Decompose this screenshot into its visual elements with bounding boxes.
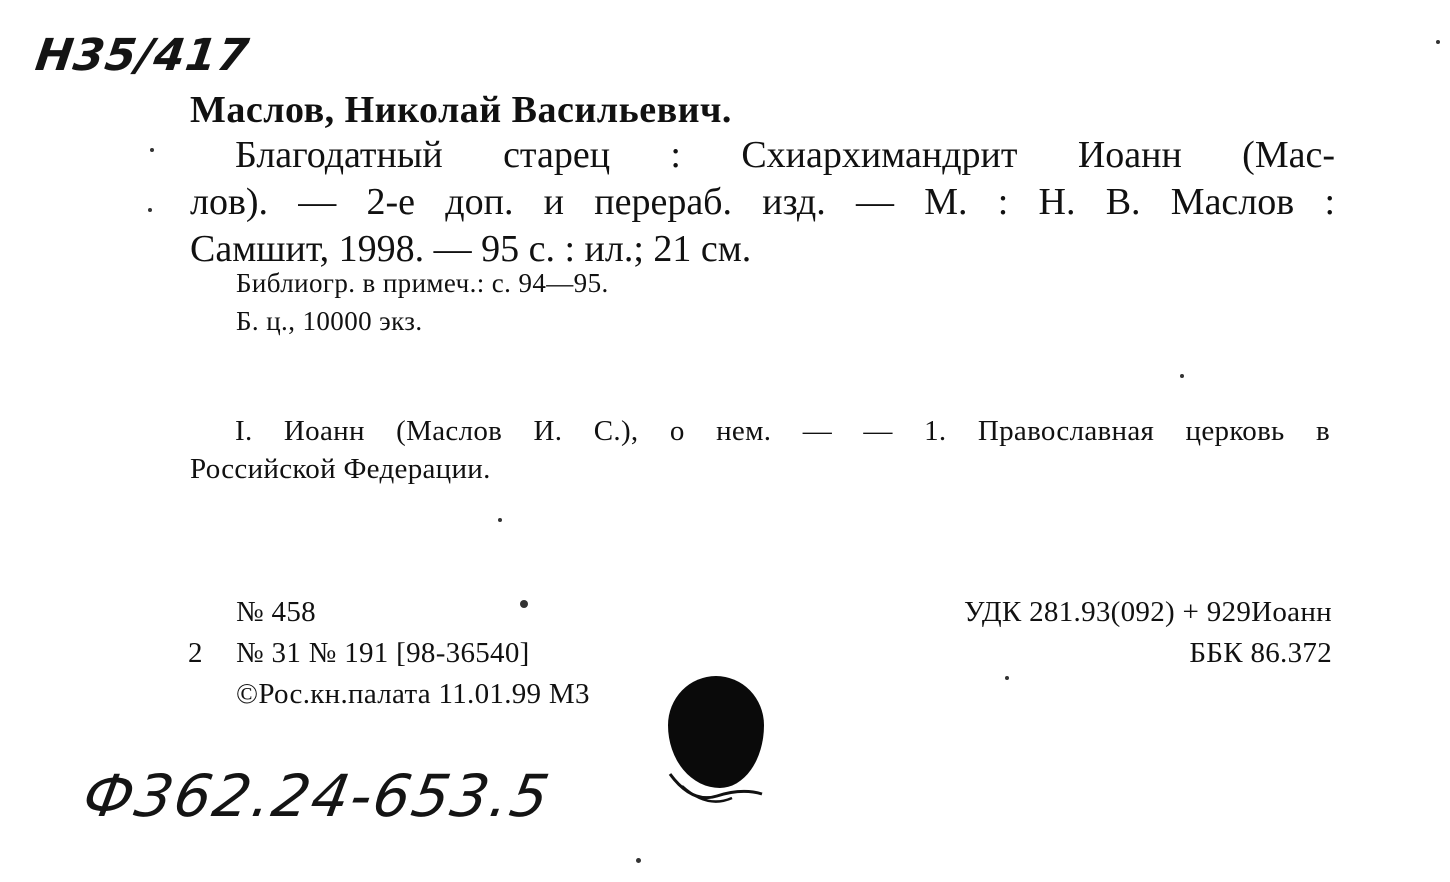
handwritten-shelf-code: Н35/417 [32, 30, 253, 81]
ink-speck [1180, 374, 1184, 378]
bibliography-note: Библиогр. в примеч.: с. 94—95. [236, 268, 609, 298]
ink-scribble [662, 764, 772, 814]
author-heading: Маслов, Николай Васильевич. [190, 89, 732, 131]
ink-speck [498, 518, 502, 522]
description-line-3: Самшит, 1998. — 95 с. : ил.; 21 см. [190, 228, 752, 270]
ink-speck [520, 600, 528, 608]
ink-speck [636, 858, 641, 863]
registration-number: № 458 [236, 596, 316, 628]
chamber-imprint: ©Рос.кн.палата 11.01.99 М3 [236, 678, 590, 710]
subject-line-1: I. Иоанн (Маслов И. С.), о нем. — — 1. Православная церковь в [235, 415, 1330, 447]
ink-speck [1436, 40, 1440, 44]
ink-speck [1005, 676, 1009, 680]
subject-headings [190, 412, 1330, 488]
registration-prefix: 2 [188, 637, 203, 669]
ink-speck [148, 208, 152, 212]
description-line-1: Благодатный старец : Схиархимандрит Иоанн (Мас- [235, 134, 1335, 176]
subject-line-2: Российской Федерации. [190, 453, 491, 485]
ink-speck [150, 148, 154, 152]
handwritten-classification-code: Ф362.24-653.5 [78, 762, 556, 830]
registration-numbers: № 31 № 191 [98-36540] [236, 637, 530, 669]
bbk-classification: ББК 86.372 [1189, 637, 1332, 669]
print-run-note: Б. ц., 10000 экз. [236, 306, 423, 336]
title-description [190, 132, 1335, 273]
description-line-2: лов). — 2-е доп. и перераб. изд. — М. : Н. В. Маслов : [190, 181, 1335, 223]
udk-classification: УДК 281.93(092) + 929Иоанн [963, 596, 1332, 628]
